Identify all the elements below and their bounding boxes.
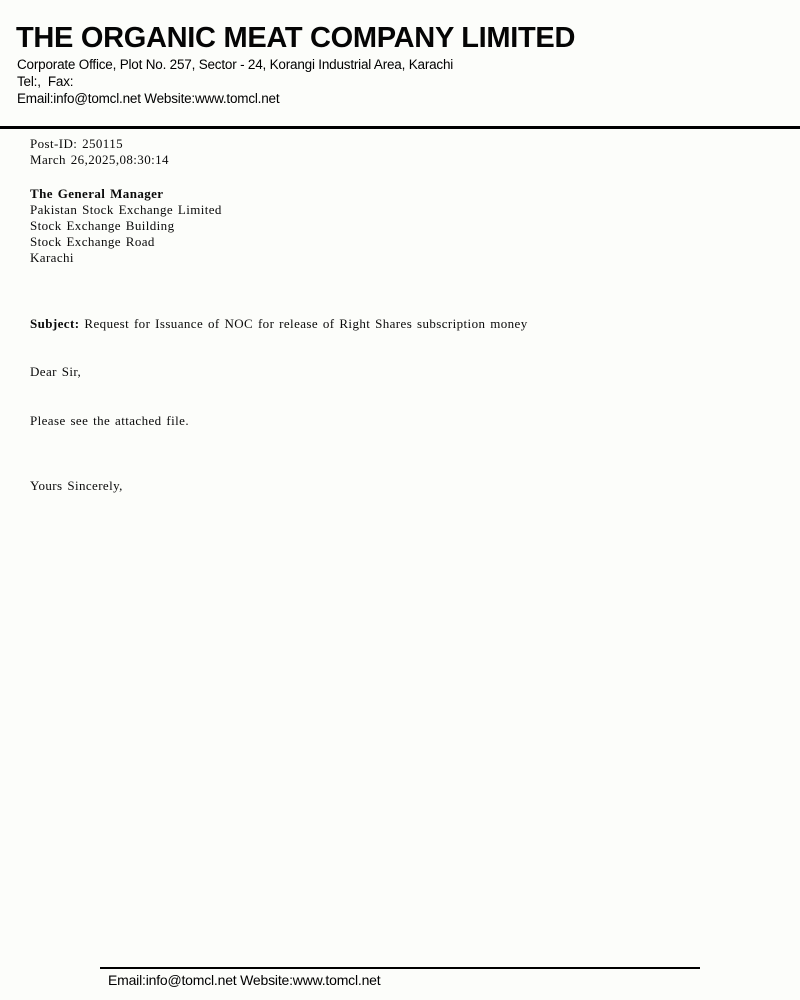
recipient-block	[30, 186, 222, 266]
recipient-line-building: Stock Exchange Building	[30, 218, 175, 233]
post-meta	[30, 136, 169, 168]
header-divider	[0, 126, 800, 129]
closing: Yours Sincerely,	[30, 478, 123, 493]
letterhead-contact: Email:info@tomcl.net Website:www.tomcl.net	[17, 91, 280, 106]
date-time: March 26,2025,08:30:14	[30, 152, 169, 167]
letterhead-address: Corporate Office, Plot No. 257, Sector - 24, Korangi Industrial Area, Karachi	[17, 57, 454, 72]
letterhead	[16, 24, 786, 107]
body-line: Please see the attached file.	[30, 413, 189, 428]
subject-text: Request for Issuance of NOC for release of Right Shares subscription money	[84, 316, 528, 331]
recipient-line-city: Karachi	[30, 250, 74, 265]
post-id: Post-ID: 250115	[30, 136, 124, 151]
footer-divider	[100, 967, 700, 969]
recipient-title: The General Manager	[30, 186, 164, 201]
recipient-line-company: Pakistan Stock Exchange Limited	[30, 202, 222, 217]
letterhead-tel-fax: Tel:, Fax:	[17, 74, 74, 89]
subject-line	[30, 316, 528, 332]
recipient-line-road: Stock Exchange Road	[30, 234, 155, 249]
footer-contact: Email:info@tomcl.net Website:www.tomcl.net	[108, 972, 381, 988]
company-name: THE ORGANIC MEAT COMPANY LIMITED	[16, 22, 576, 54]
subject-label: Subject:	[30, 316, 80, 331]
salutation: Dear Sir,	[30, 364, 82, 379]
